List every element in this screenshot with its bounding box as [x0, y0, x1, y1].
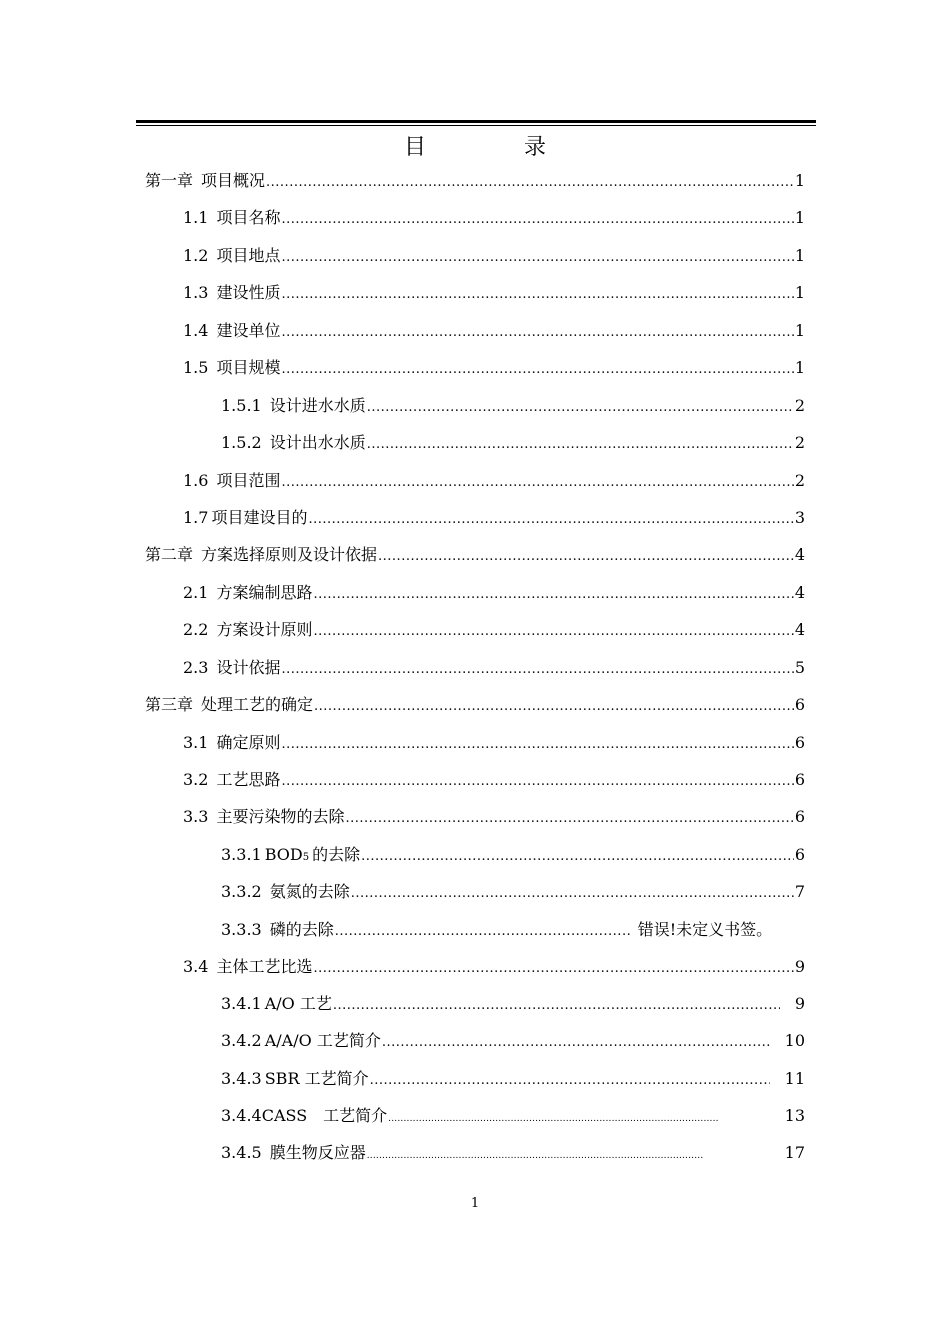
toc-entry-page: 1 — [794, 321, 805, 340]
toc-leader-dots — [281, 212, 793, 227]
toc-entry[interactable] — [183, 580, 805, 606]
toc-entry[interactable] — [145, 692, 805, 718]
toc-entry-text: 项目规模 — [216, 358, 281, 377]
toc-entry-page: 1 — [794, 283, 805, 302]
toc-entry-text: 的去除 — [312, 845, 361, 864]
toc-entry-text: CASS 工艺简介 — [261, 1106, 388, 1125]
toc-entry-page: 7 — [794, 882, 805, 901]
toc-leader-dots — [388, 1114, 718, 1124]
toc-leader-dots — [382, 1035, 770, 1050]
toc-entry-number: 1.4 — [183, 321, 209, 340]
toc-leader-dots — [281, 737, 793, 752]
toc-entry-page: 1 — [794, 246, 805, 265]
toc-entry-page: 10 — [784, 1031, 805, 1050]
toc-entry[interactable] — [183, 280, 805, 306]
toc-entry-page: 2 — [794, 433, 805, 452]
toc-entry-text: 处理工艺的确定 — [201, 695, 314, 714]
toc-entry-page: 4 — [794, 583, 805, 602]
toc-entry-text: 确定原则 — [216, 733, 281, 752]
toc-leader-dots — [378, 549, 794, 564]
toc-leader-dots — [367, 1151, 703, 1161]
toc-entry[interactable] — [183, 655, 805, 681]
toc-entry-text: 建设单位 — [216, 321, 281, 340]
toc-entry-page: 4 — [794, 620, 805, 639]
toc-entry-page: 1 — [794, 171, 805, 190]
toc-leader-dots — [281, 774, 793, 789]
toc-entry[interactable] — [221, 1140, 805, 1166]
toc-entry-number: 3.3 — [183, 807, 209, 826]
toc-entry[interactable] — [183, 767, 805, 793]
toc-entry-page: 1 — [794, 208, 805, 227]
toc-entry[interactable] — [183, 617, 805, 643]
toc-entry-page: 3 — [794, 508, 805, 527]
toc-entry-number: 2.2 — [183, 620, 209, 639]
toc-entry-number: 1.5.2 — [221, 433, 262, 452]
toc-leader-dots — [313, 961, 793, 976]
toc-entry-number: 第三章 — [145, 695, 194, 714]
toc-entry-number: 2.3 — [183, 658, 209, 677]
toc-entry-page: 6 — [794, 733, 805, 752]
toc-entry-number: 第二章 — [145, 545, 194, 564]
toc-entry-number: 2.1 — [183, 583, 209, 602]
toc-entry-text: 膜生物反应器 — [269, 1143, 366, 1162]
toc-entry-number: 3.3.3 — [221, 920, 262, 939]
toc-entry-page: 13 — [784, 1106, 805, 1125]
toc-leader-dots — [351, 886, 794, 901]
toc-entry-page: 6 — [794, 807, 805, 826]
toc-entry[interactable] — [183, 243, 805, 269]
toc-entry-text: 氨氮的去除 — [269, 882, 350, 901]
toc-entry-text: 磷的去除 — [269, 920, 334, 939]
header-rule-thin — [136, 125, 816, 126]
toc-entry-text: 主要污染物的去除 — [216, 807, 345, 826]
toc-entry-page: 5 — [794, 658, 805, 677]
toc-leader-dots — [333, 998, 780, 1013]
toc-entry-text: A/O 工艺 — [264, 994, 332, 1013]
toc-entry-number: 1.3 — [183, 283, 209, 302]
toc-entry-page: 6 — [794, 770, 805, 789]
toc-entry[interactable] — [221, 991, 805, 1017]
toc-leader-dots — [266, 175, 794, 190]
toc-entry-page: 1 — [794, 358, 805, 377]
toc-entry-text: 主体工艺比选 — [216, 957, 313, 976]
toc-leader-dots — [370, 1073, 770, 1088]
toc-entry-text: 设计依据 — [216, 658, 281, 677]
toc-entry-number: 3.3.2 — [221, 882, 262, 901]
toc-entry-number: 3.4.2 — [221, 1031, 262, 1050]
page-number: 1 — [470, 1196, 480, 1211]
toc-entry[interactable] — [183, 730, 805, 756]
toc-leader-dots — [281, 662, 793, 677]
toc-leader-dots — [281, 325, 793, 340]
toc-entry-page: 6 — [794, 695, 805, 714]
toc-entry-number: 1.2 — [183, 246, 209, 265]
toc-entry-text: 项目概况 — [201, 171, 266, 190]
toc-entry[interactable] — [183, 505, 805, 531]
toc-entry-page: 17 — [784, 1143, 805, 1162]
toc-entry[interactable] — [183, 468, 805, 494]
toc-entry-page: 6 — [794, 845, 805, 864]
toc-entry-text: 项目建设目的 — [211, 508, 308, 527]
toc-entry[interactable] — [221, 842, 805, 868]
toc-entry-number: 1.6 — [183, 471, 209, 490]
toc-entry[interactable] — [183, 954, 805, 980]
toc-leader-dots — [281, 250, 793, 265]
toc-entry-text-bod: BOD — [264, 845, 303, 864]
toc-entry-subscript: 5 — [302, 852, 310, 863]
toc-entry[interactable] — [183, 804, 805, 830]
toc-entry-number: 1.1 — [183, 208, 209, 227]
toc-entry-number: 1.5.1 — [221, 396, 262, 415]
toc-leader-dots — [367, 400, 794, 415]
toc-entry[interactable] — [221, 430, 805, 456]
toc-entry-page: 9 — [794, 957, 805, 976]
toc-entry-page: 2 — [794, 396, 805, 415]
toc-entry-page: 11 — [784, 1069, 805, 1088]
toc-entry-number: 3.2 — [183, 770, 209, 789]
toc-entry-text: 工艺思路 — [216, 770, 281, 789]
toc-leader-dots — [281, 475, 793, 490]
toc-entry[interactable] — [183, 355, 805, 381]
toc-leader-dots — [313, 587, 793, 602]
toc-entry-text: 项目名称 — [216, 208, 281, 227]
toc-entry[interactable] — [221, 393, 805, 419]
toc-entry[interactable] — [221, 1066, 805, 1092]
toc-entry-number: 1.7 — [183, 508, 209, 527]
toc-entry[interactable] — [183, 205, 805, 231]
toc-entry-text: 项目范围 — [216, 471, 281, 490]
toc-entry-number: 3.1 — [183, 733, 209, 752]
toc-entry-page: 2 — [794, 471, 805, 490]
toc-entry-text: 建设性质 — [216, 283, 281, 302]
toc-entry[interactable] — [145, 542, 805, 568]
header-rule-thick — [136, 120, 816, 123]
toc-entry-number: 3.4.4 — [221, 1106, 262, 1125]
toc-leader-dots — [308, 512, 793, 527]
toc-title: 目 录 — [403, 135, 584, 160]
toc-leader-dots — [367, 437, 794, 452]
toc-entry-text: 方案设计原则 — [216, 620, 313, 639]
toc-entry[interactable] — [221, 1028, 805, 1054]
toc-entry-number: 3.4.5 — [221, 1143, 262, 1162]
toc-entry-number: 3.4.3 — [221, 1069, 262, 1088]
toc-entry-number: 3.4 — [183, 957, 209, 976]
toc-entry[interactable] — [221, 879, 805, 905]
toc-entry-text: 设计进水水质 — [269, 396, 366, 415]
toc-leader-dots — [314, 699, 794, 714]
toc-entry-text: A/A/O 工艺简介 — [264, 1031, 381, 1050]
toc-entry-text: 方案选择原则及设计依据 — [201, 545, 378, 564]
toc-entry-number: 第一章 — [145, 171, 194, 190]
toc-entry-text: 项目地点 — [216, 246, 281, 265]
toc-entry-page: 4 — [794, 545, 805, 564]
toc-leader-dots — [313, 624, 793, 639]
toc-leader-dots — [281, 287, 793, 302]
toc-entry[interactable] — [183, 318, 805, 344]
toc-entry-page: 9 — [794, 994, 805, 1013]
toc-entry-number: 1.5 — [183, 358, 209, 377]
toc-entry-text: SBR 工艺简介 — [264, 1069, 369, 1088]
toc-entry[interactable] — [145, 168, 805, 194]
toc-entry-number: 3.4.1 — [221, 994, 262, 1013]
toc-leader-dots — [281, 362, 793, 377]
toc-entry[interactable] — [221, 1103, 805, 1129]
toc-entry-number: 3.3.1 — [221, 845, 262, 864]
toc-leader-dots — [345, 811, 793, 826]
toc-entry-text: 方案编制思路 — [216, 583, 313, 602]
toc-entry[interactable] — [221, 917, 805, 943]
toc-leader-dots — [361, 849, 794, 864]
toc-leader-dots — [335, 924, 631, 939]
toc-entry-text: 设计出水水质 — [269, 433, 366, 452]
toc-entry-page-error: 错误!未定义书签。 — [637, 920, 773, 939]
